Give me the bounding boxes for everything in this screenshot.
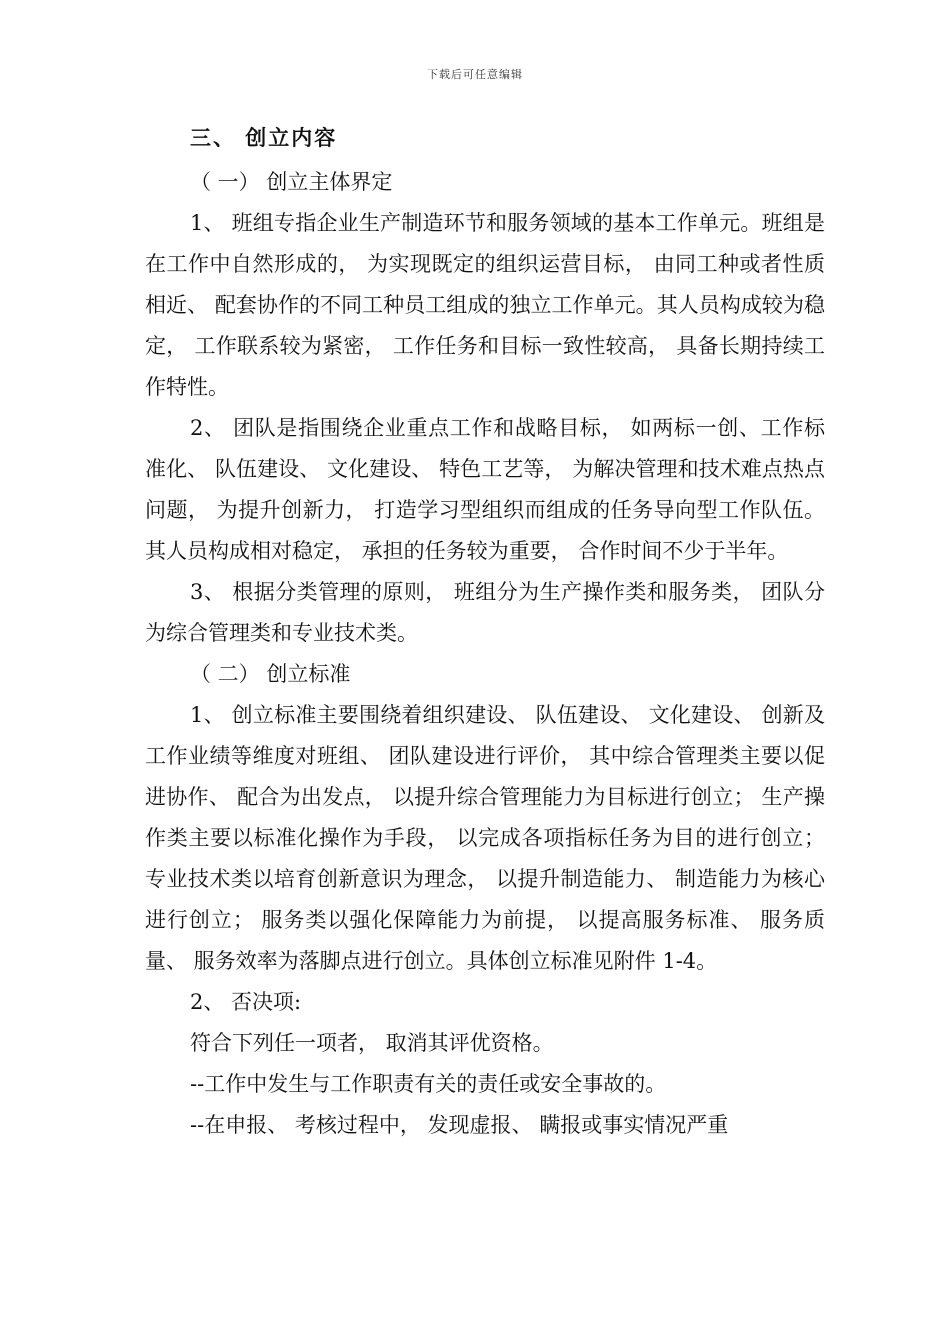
document-body [145,162,825,1146]
paragraph-standards: 1、 创立标准主要围绕着组织建设、 队伍建设、 文化建设、 创新及工作业绩等维度对班组、 团队建设进行评价， 其中综合管理类主要以促进协作、 配合为出发点， 以提升综合管理能力为目标进行创立； 生产操作类主要以标准化操作为手段， 以完成各项指标任务为目的进行创立； 专业技术类以培育创新意识为理念， 以提升制造能力、 制造能力为核心进行创立； 服务类以强化保障能力为前提， 以提高服务标准、 服务质量、 服务效率为落脚点进行创立。具体创立标准见附件 1-4。 [145,703,825,973]
paragraph-group-definition: 2、 团队是指围绕企业重点工作和战略目标， 如两标一创、工作标准化、 队伍建设、 文化建设、 特色工艺等， 为解决管理和技术难点热点问题， 为提升创新力， 打造学习型组织而组成的任务导向型工作队伍。其人员构成相对稳定， 承担的任务较为重要， 合作时间不少于半年。 [145,416,825,563]
paragraph-classification: 3、 根据分类管理的原则， 班组分为生产操作类和服务类， 团队分为综合管理类和专业技术类。 [145,580,825,645]
subsection-heading-2: （ 二） 创立标准 [190,662,351,686]
section-title: 三、 创立内容 [190,126,338,150]
list-item-false-report: --在申报、 考核过程中， 发现虚报、 瞒报或事实情况严重 [190,1113,729,1137]
paragraph-team-definition: 1、 班组专指企业生产制造环节和服务领域的基本工作单元。班组是在工作中自然形成的， 为实现既定的组织运营目标， 由同工种或者性质相近、 配套协作的不同工种员工组成的独立工作单元。其人员构成较为稳定， 工作联系较为紧密， 工作任务和目标一致性较高， 具备长期持续工作特性。 [145,211,825,399]
list-item-accident: --工作中发生与工作职责有关的责任或安全事故的。 [190,1072,667,1096]
subsection-heading-1: （ 一） 创立主体界定 [190,170,393,194]
header-note: 下载后可任意编辑 [427,68,523,81]
paragraph-veto-items: 2、 否决项: [190,990,302,1014]
paragraph-disqualify-intro: 符合下列任一项者， 取消其评优资格。 [190,1031,554,1055]
